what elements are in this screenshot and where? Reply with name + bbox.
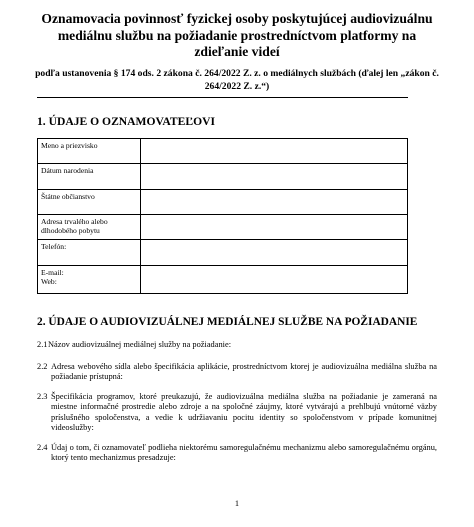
table-row	[38, 265, 408, 293]
field-phone[interactable]	[141, 240, 408, 265]
item-number: 2.2	[37, 362, 48, 371]
item-number: 2.3	[37, 392, 48, 401]
table-row	[38, 139, 408, 164]
table-row	[38, 189, 408, 214]
row-label-name: Meno a priezvisko	[38, 139, 141, 164]
row-label-phone: Telefón:	[38, 240, 141, 265]
item-text: Adresa webového sídla alebo špecifikácia aplikácie, prostredníctvom ktorej je audiovizuálna mediálna služba na požiadanie prístupná:	[51, 362, 437, 382]
section-2-heading: 2. ÚDAJE O AUDIOVIZUÁLNEJ MEDIÁLNEJ SLUŽBE NA POŽIADANIE	[37, 316, 418, 328]
row-label-birth-date: Dátum narodenia	[38, 164, 141, 189]
table-row	[38, 214, 408, 239]
item-number: 2.4	[37, 443, 48, 452]
field-email-web[interactable]	[141, 265, 408, 293]
document-title: Oznamovacia povinnosť fyzickej osoby poskytujúcej audiovizuálnu mediálnu službu na požiadanie prostredníctvom platformy na zdieľanie videí	[41, 11, 433, 59]
item-number: 2.1	[37, 340, 48, 349]
list-item	[37, 443, 437, 464]
row-label-email-web: E-mail: Web:	[38, 265, 141, 293]
page-number: 1	[234, 499, 240, 508]
list-item	[37, 392, 437, 434]
title-divider	[37, 97, 408, 98]
field-birth-date[interactable]	[141, 164, 408, 189]
field-name[interactable]	[141, 139, 408, 164]
row-label-address: Adresa trvalého alebo dlhodobého pobytu	[38, 214, 141, 239]
list-item	[37, 340, 437, 350]
notifier-details-table	[37, 138, 408, 294]
table-row	[38, 164, 408, 189]
section-1-heading: 1. ÚDAJE O OZNAMOVATEĽOVI	[37, 115, 216, 128]
row-label-citizenship: Štátne občianstvo	[38, 189, 141, 214]
field-citizenship[interactable]	[141, 189, 408, 214]
document-subtitle: podľa ustanovenia § 174 ods. 2 zákona č. 264/2022 Z. z. o mediálnych službách (ďalej len „zákon č. 264/2022 Z. z.“)	[35, 68, 439, 92]
item-text: Špecifikácia programov, ktoré preukazujú, že audiovizuálna mediálna služba na požiadanie je zameraná na miestne informačné prostredie alebo zdroje a na spoločné záujmy, ktoré vytvárajú a prehlbujú vnútorné väzby príslušného spoločenstva, a vedie k udržiavaniu pocitu identity so spoločenstvom v prípade komunitnej videoslužby:	[51, 392, 437, 433]
item-text: Údaj o tom, či oznamovateľ podlieha niektorému samoregulačnému mechanizmu alebo samoregulačnému orgánu, ktorý tento mechanizmus presadzuje:	[51, 443, 437, 463]
table-row	[38, 240, 408, 265]
list-item	[37, 362, 437, 383]
field-address[interactable]	[141, 214, 408, 239]
item-text: Názov audiovizuálnej mediálnej služby na požiadanie:	[48, 340, 232, 349]
